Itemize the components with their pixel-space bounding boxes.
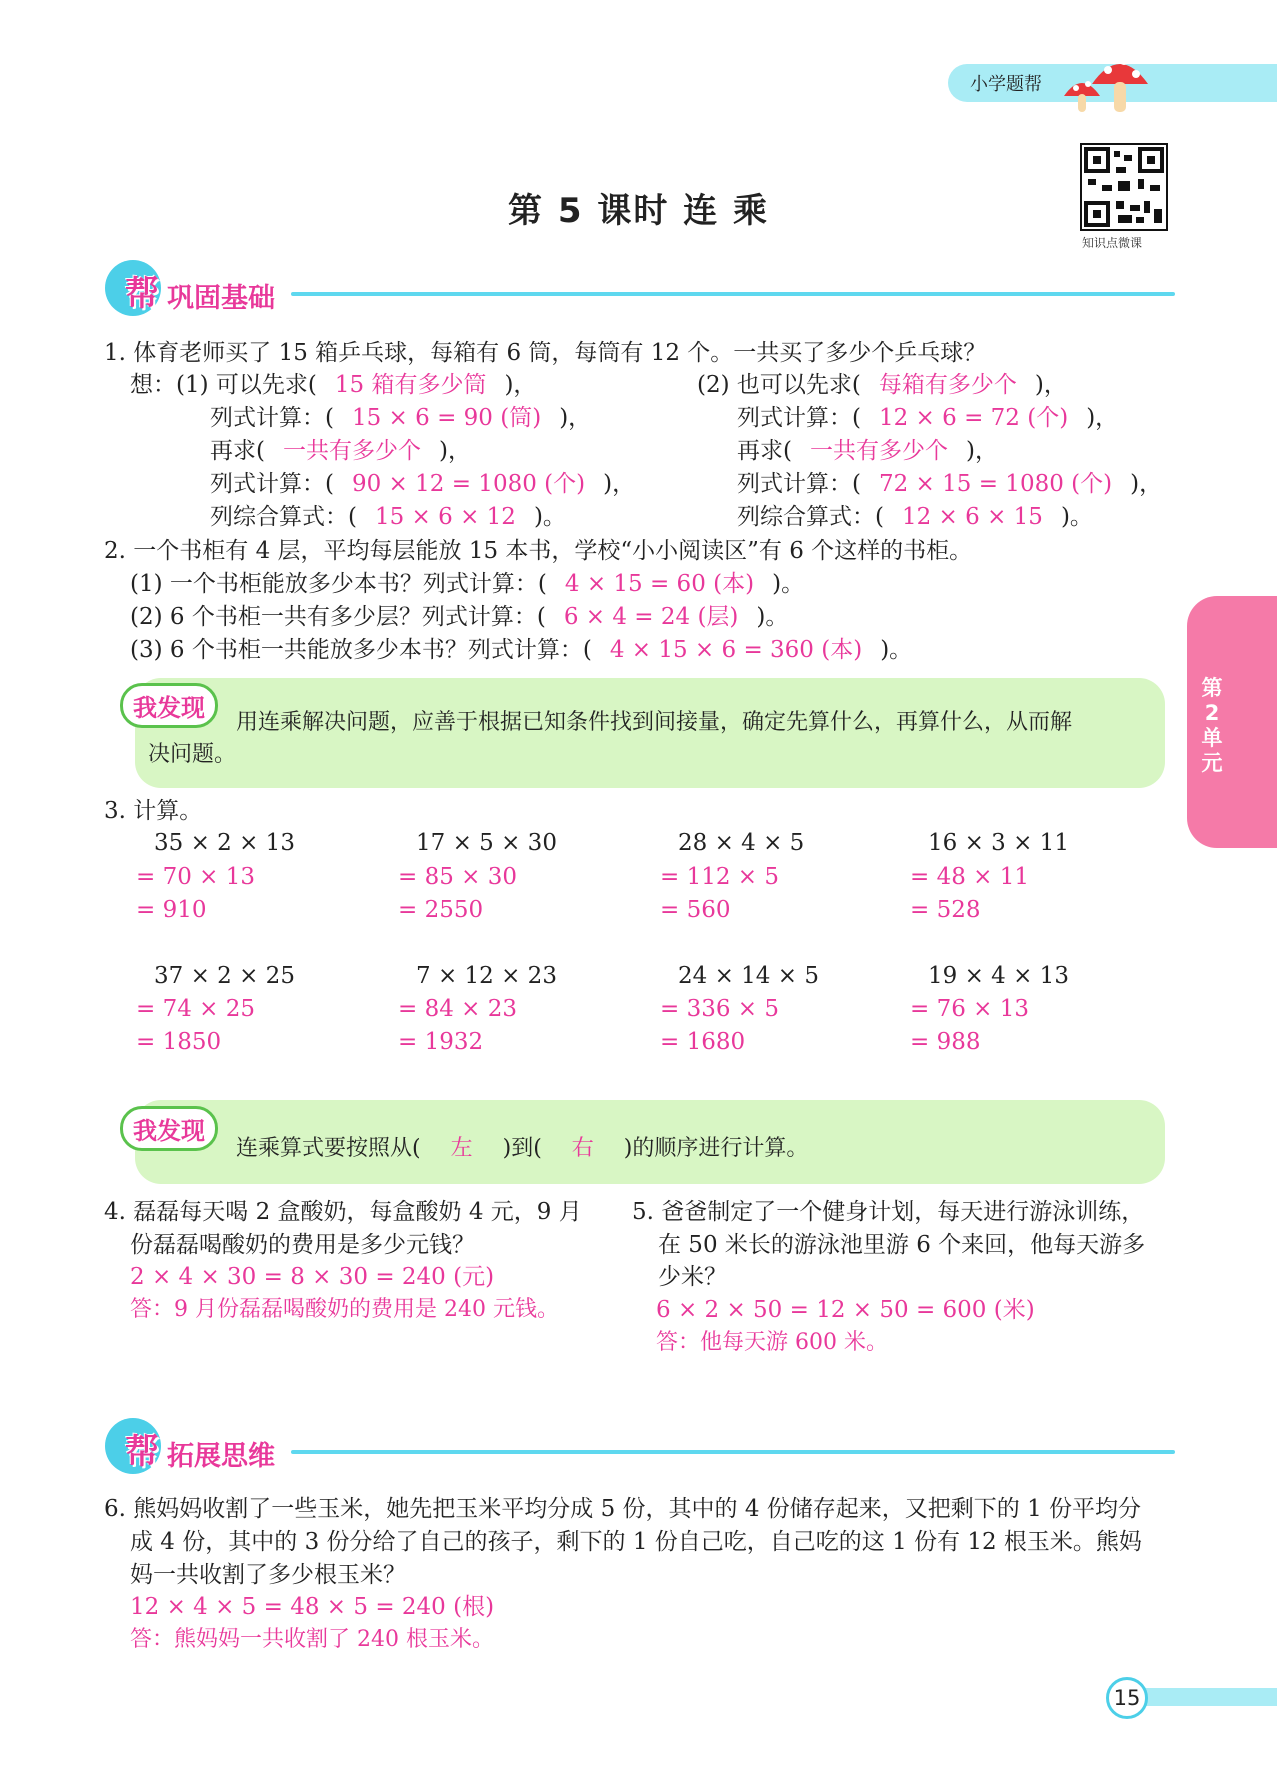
calc-expr: 37 × 2 × 25 [154,963,295,989]
calc-result: = 2550 [398,897,484,923]
calc-step: = 112 × 5 [660,864,780,890]
q1-left-line2: 列式计算：( 15 × 6 = 90 (筒) )， [210,405,592,431]
q1-stem: 1. 体育老师买了 15 箱乒乓球，每箱有 6 筒，每筒有 12 个。一共买了多少个乒乓球？ [104,340,987,366]
section-rule [291,1450,1175,1454]
q1-left-line4: 列式计算：( 90 × 12 = 1080 (个) )， [210,471,636,497]
q1-right-line3: 再求( 一共有多少个 )， [737,438,998,464]
section-header-extend [105,1418,1175,1478]
calc-step: = 84 × 23 [398,996,518,1022]
q6-line2: 成 4 份，其中的 3 份分给了自己的孩子，剩下的 1 份自己吃，自己吃的这 1 份有 12 根玉米。熊妈 [130,1529,1142,1555]
calc-expr: 17 × 5 × 30 [416,830,557,856]
section-badge: 帮 [125,274,159,314]
q4-line1: 4. 磊磊每天喝 2 盒酸奶，每盒酸奶 4 元，9 月 [104,1199,582,1225]
section-header-basic [105,260,1175,320]
q3-stem: 3. 计算。 [104,798,203,824]
calc-step: = 74 × 25 [136,996,256,1022]
q5-line2: 在 50 米长的游泳池里游 6 个来回，他每天游多 [658,1232,1146,1258]
q5-line1: 5. 爸爸制定了一个健身计划，每天进行游泳训练， [632,1199,1145,1225]
q1-right-line2: 列式计算：( 12 × 6 = 72 (个) )， [737,405,1119,431]
brand-label: 小学题帮 [970,74,1042,95]
calc-expr: 28 × 4 × 5 [678,830,805,856]
discover2-line: 连乘算式要按照从( 左 )到( 右 )的顺序进行计算。 [236,1136,809,1161]
mushroom-icon [1062,44,1150,116]
calc-step: = 336 × 5 [660,996,780,1022]
calc-result: = 1932 [398,1029,484,1055]
page-title: 第 5 课时 连 乘 [507,191,769,231]
q1-right-line4: 列式计算：( 72 × 15 = 1080 (个) )， [737,471,1163,497]
discover1-line2: 决问题。 [148,742,237,767]
calc-step: = 76 × 13 [910,996,1030,1022]
q1-left-line3: 再求( 一共有多少个 )， [210,438,471,464]
calc-result: = 528 [910,897,981,923]
discover1-line1: 用连乘解决问题，应善于根据已知条件找到间接量，确定先算什么，再算什么，从而解 [236,710,1073,735]
q1-left-line1: 想：(1) 可以先求( 15 箱有多少筒 )， [130,372,537,398]
q4-calc: 2 × 4 × 30 = 8 × 30 = 240 (元) [130,1264,495,1290]
calc-result: = 560 [660,897,731,923]
section-badge: 帮 [125,1432,159,1472]
q1-right-line1: (2) 也可以先求( 每箱有多少个 )， [697,372,1067,398]
section-rule [291,292,1175,296]
calc-result: = 1850 [136,1029,222,1055]
qr-code-icon[interactable] [1080,143,1168,231]
section-title: 巩固基础 [167,283,275,314]
calc-result: = 988 [910,1029,981,1055]
q5-answer: 答：他每天游 600 米。 [656,1330,888,1355]
unit-side-label: 第2单元 [1201,676,1223,775]
calc-step: = 85 × 30 [398,864,518,890]
qr-caption: 知识点微课 [1082,236,1143,250]
q2-stem: 2. 一个书柜有 4 层，平均每层能放 15 本书，学校“小小阅读区”有 6 个这样的书柜。 [104,538,973,564]
calc-step: = 70 × 13 [136,864,256,890]
calc-expr: 24 × 14 × 5 [678,963,819,989]
calc-result: = 910 [136,897,207,923]
q6-answer: 答：熊妈妈一共收割了 240 根玉米。 [130,1627,494,1652]
calc-step: = 48 × 11 [910,864,1030,890]
q5-calc: 6 × 2 × 50 = 12 × 50 = 600 (米) [656,1297,1035,1323]
q6-line1: 6. 熊妈妈收割了一些玉米，她先把玉米平均分成 5 份，其中的 4 份储存起来，又把剩下的 1 份平均分 [104,1496,1142,1522]
q4-line2: 份磊磊喝酸奶的费用是多少元钱？ [130,1232,475,1258]
discover-badge-1: 我发现 [120,683,218,728]
q2-part1: (1) 一个书柜能放多少本书？列式计算：( 4 × 15 = 60 (本) )。 [130,571,805,597]
q5-line3: 少米？ [658,1264,727,1290]
calc-expr: 7 × 12 × 23 [416,963,557,989]
q2-part2: (2) 6 个书柜一共有多少层？列式计算：( 6 × 4 = 24 (层) )。 [130,604,789,630]
q1-right-line5: 列综合算式：( 12 × 6 × 15 )。 [737,504,1093,530]
q6-calc: 12 × 4 × 5 = 48 × 5 = 240 (根) [130,1594,495,1620]
calc-result: = 1680 [660,1029,746,1055]
q1-left-line5: 列综合算式：( 15 × 6 × 12 )。 [210,504,566,530]
q4-answer: 答：9 月份磊磊喝酸奶的费用是 240 元钱。 [130,1297,559,1322]
calc-expr: 16 × 3 × 11 [928,830,1069,856]
discover-badge-2: 我发现 [120,1106,218,1151]
q6-line3: 妈一共收割了多少根玉米？ [130,1562,406,1588]
calc-expr: 19 × 4 × 13 [928,963,1069,989]
section-title: 拓展思维 [167,1441,275,1472]
page-number: 15 [1106,1677,1148,1719]
q2-part3: (3) 6 个书柜一共能放多少本书？列式计算：( 4 × 15 × 6 = 360 (本) )。 [130,637,913,663]
calc-expr: 35 × 2 × 13 [154,830,295,856]
